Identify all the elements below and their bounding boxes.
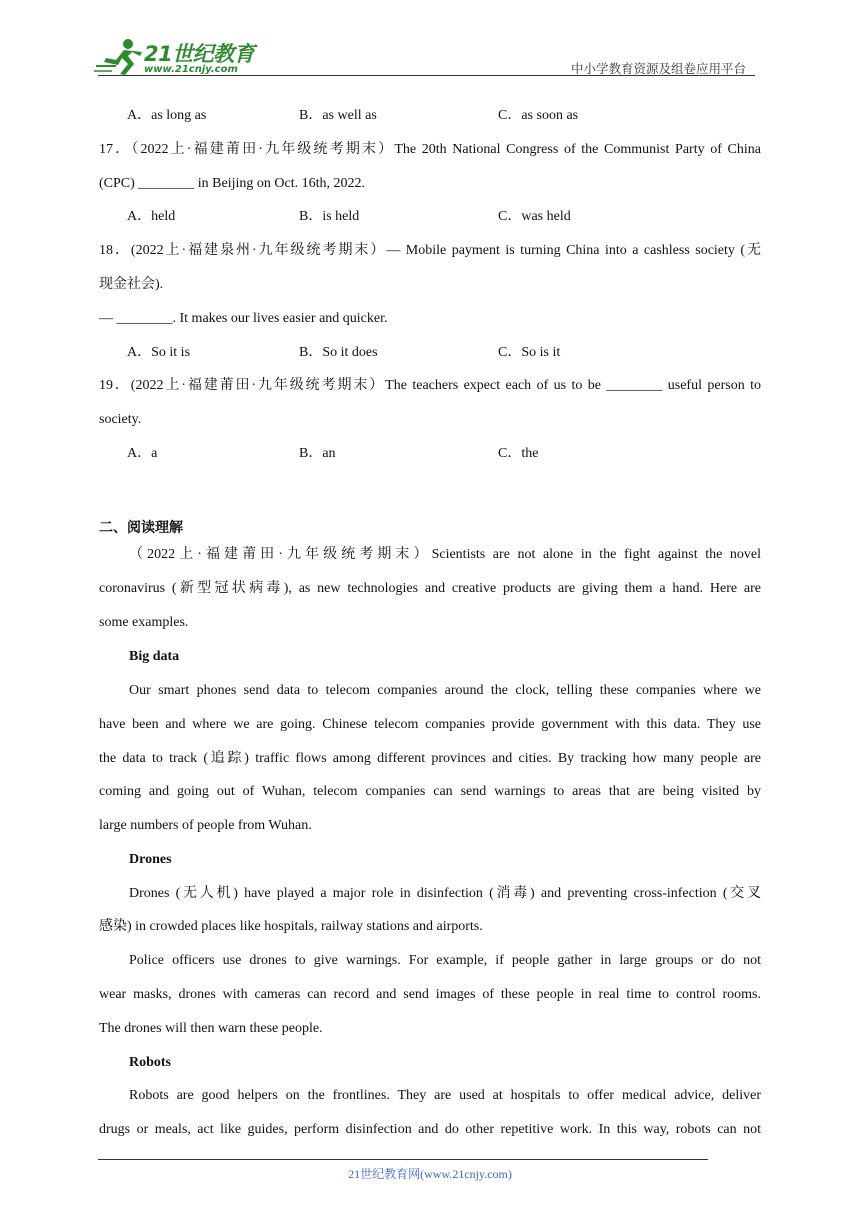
drones-line5: The drones will then warn these people. <box>99 1021 323 1036</box>
big-data-line2: have been and where we are going. Chinese telecom companies provide government with this data. They use <box>99 717 761 732</box>
footer-link[interactable]: 21世纪教育网(www.21cnjy.com) <box>348 1167 512 1181</box>
q16-option-a: A．as long as <box>127 108 207 123</box>
footer-divider <box>98 1159 708 1160</box>
runner-logo-icon <box>94 36 146 76</box>
big-data-line1: Our smart phones send data to telecom companies around the clock, telling these companies where we <box>129 683 761 698</box>
q19-stem-line1: 19．(2022上·福建莆田·九年级统考期末）The teachers expect each of us to be ________ useful person to <box>99 378 761 393</box>
big-data-line3: the data to track (追踪) traffic flows among different provinces and cities. By tracking how many people are <box>99 751 761 766</box>
q17-stem-line2: (CPC) ________ in Beijing on Oct. 16th, 2022. <box>99 176 365 191</box>
section-title: 二、阅读理解 <box>99 520 183 536</box>
drones-line1: Drones (无人机) have played a major role in disinfection (消毒) and preventing cross-infection (交叉 <box>129 886 761 901</box>
header-divider <box>98 75 755 76</box>
q18-option-b: B．So it does <box>299 345 378 360</box>
big-data-line5: large numbers of people from Wuhan. <box>99 818 312 833</box>
q18-stem-line2: 现金社会). <box>99 277 164 292</box>
drones-line2: 感染) in crowded places like hospitals, railway stations and airports. <box>99 919 483 934</box>
passage-intro-line3: some examples. <box>99 615 189 630</box>
q19-option-c: C．the <box>498 446 539 461</box>
logo-url: www.21cnjy.com <box>144 64 238 75</box>
q18-option-c: C．So is it <box>498 345 561 360</box>
drones-line3: Police officers use drones to give warnings. For example, if people gather in large groups or do not <box>129 953 761 968</box>
q19-stem-line2: society. <box>99 412 142 427</box>
passage-intro-line1: （2022上·福建莆田·九年级统考期末）Scientists are not alone in the fight against the novel <box>129 547 761 562</box>
q17-option-b: B．is held <box>299 209 360 224</box>
robots-line1: Robots are good helpers on the frontlines. They are used at hospitals to offer medical advice, deliver <box>129 1088 761 1103</box>
q18-option-a: A．So it is <box>127 345 191 360</box>
site-logo <box>94 36 264 78</box>
q19-option-a: A．a <box>127 446 158 461</box>
heading-drones: Drones <box>129 852 172 867</box>
drones-line4: wear masks, drones with cameras can record and send images of these people in real time to control rooms. <box>99 987 761 1002</box>
platform-name: 中小学教育资源及组卷应用平台 <box>571 62 747 76</box>
robots-line2: drugs or meals, act like guides, perform disinfection and do other repetitive work. In this way, robots can not <box>99 1122 761 1137</box>
passage-intro-line2: coronavirus (新型冠状病毒), as new technologies and creative products are giving them a hand. Here are <box>99 581 761 596</box>
heading-big-data: Big data <box>129 649 180 664</box>
q17-option-c: C．was held <box>498 209 571 224</box>
q19-option-b: B．an <box>299 446 336 461</box>
q17-option-a: A．held <box>127 209 176 224</box>
q16-option-b: B．as well as <box>299 108 377 123</box>
q18-stem-line3: — ________. It makes our lives easier and quicker. <box>99 311 388 326</box>
q18-stem-line1: 18．(2022上·福建泉州·九年级统考期末）— Mobile payment is turning China into a cashless society (无 <box>99 243 761 258</box>
logo-text: 21世纪教育 <box>144 42 255 66</box>
heading-robots: Robots <box>129 1055 172 1070</box>
q16-option-c: C．as soon as <box>498 108 579 123</box>
big-data-line4: coming and going out of Wuhan, telecom companies can send warnings to areas that are being visited by <box>99 784 761 799</box>
q17-stem-line1: 17．（2022上·福建莆田·九年级统考期末）The 20th National Congress of the Communist Party of China <box>99 142 761 157</box>
